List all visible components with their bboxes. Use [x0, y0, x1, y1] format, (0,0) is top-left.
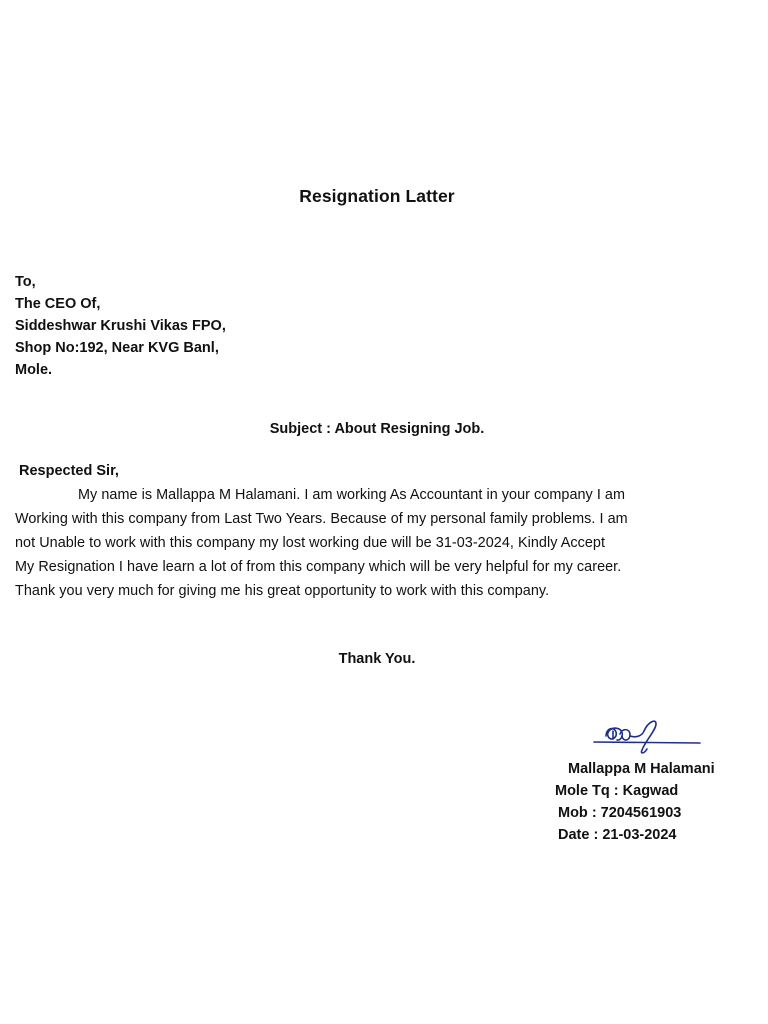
signature-stroke: [630, 721, 656, 753]
body-line: Working with this company from Last Two Years. Because of my personal family problems. I am: [15, 511, 628, 527]
body-line: My name is Mallappa M Halamani. I am working As Accountant in your company I am: [78, 487, 626, 503]
signer-details: [555, 758, 715, 846]
body-line: not Unable to work with this company my lost working due will be 31-03-2024, Kindly Accept: [15, 535, 606, 551]
signer-place: Mole Tq : Kagwad: [555, 783, 679, 799]
closing-thanks: Thank You.: [338, 651, 416, 667]
handwritten-signature: [592, 716, 702, 756]
signer-date: Date : 21-03-2024: [558, 827, 677, 843]
address-line: Siddeshwar Krushi Vikas FPO,: [15, 318, 226, 334]
address-line: To,: [15, 274, 36, 290]
letter-body: [15, 483, 745, 603]
salutation: Respected Sir,: [19, 463, 119, 479]
letter-title: Resignation Latter: [299, 186, 455, 206]
address-line: Shop No:192, Near KVG Banl,: [15, 340, 219, 356]
body-line: Thank you very much for giving me his great opportunity to work with this company.: [15, 583, 550, 599]
body-line: My Resignation I have learn a lot of from this company which will be very helpful for my career.: [15, 559, 622, 575]
address-line: Mole.: [15, 362, 53, 378]
letter-subject: Subject : About Resigning Job.: [269, 421, 485, 437]
signer-name: Mallappa M Halamani: [568, 761, 715, 777]
recipient-address: [15, 271, 226, 381]
address-line: The CEO Of,: [15, 296, 101, 312]
signer-mobile: Mob : 7204561903: [558, 805, 682, 821]
